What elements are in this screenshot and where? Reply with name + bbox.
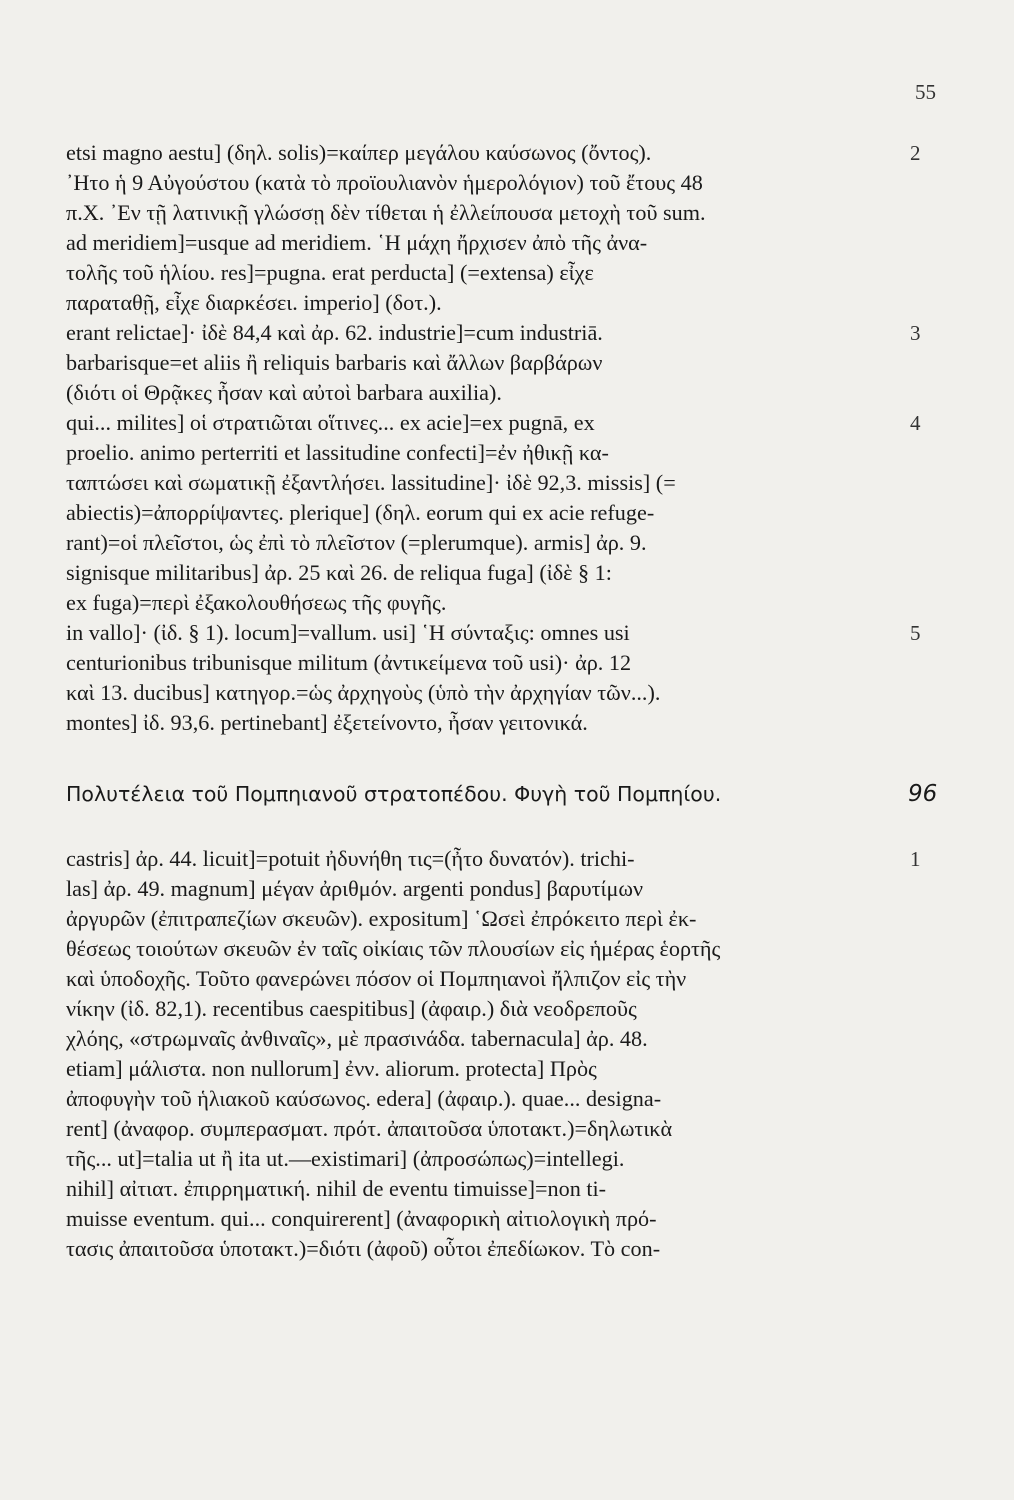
margin-line-number: 3 <box>910 321 921 345</box>
page-number: 55 <box>915 80 936 104</box>
section-heading: Πολυτέλεια τοῦ Πομπηιανοῦ στρατοπέδου. Φυγὴ τοῦ Πομπηίου. 96 <box>66 778 892 810</box>
margin-line-number: 5 <box>910 621 921 645</box>
text-line: νίκην (ἰδ. 82,1). recentibus caespitibus] (ἀφαιρ.) διὰ νεοδρεποῦς <box>66 996 637 1021</box>
text-line: τασις ἀπαιτοῦσα ὑποτακτ.)=διότι (ἀφοῦ) οὗτοι ἐπεδίωκον. Τὸ con- <box>66 1236 661 1261</box>
text-line: παραταθῇ, εἶχε διαρκέσει. imperio] (δοτ.). <box>66 290 442 315</box>
text-line: qui... milites] οἱ στρατιῶται οἵτινες... ex acie]=ex pugnā, ex 4 <box>66 408 892 438</box>
margin-line-number: 4 <box>910 411 921 435</box>
text-line: etsi magno aestu] (δηλ. solis)=καίπερ μεγάλου καύσωνος (ὄντος). 2 <box>66 138 892 168</box>
text-line: (διότι οἱ Θρᾷκες ἦσαν καὶ αὐτοὶ barbara auxilia). <box>66 380 502 405</box>
text-line: signisque militaribus] ἀρ. 25 καὶ 26. de reliqua fuga] (ἰδὲ § 1: <box>66 560 612 585</box>
text-line: καὶ 13. ducibus] κατηγορ.=ὡς ἀρχηγοὺς (ὑπὸ τὴν ἀρχηγίαν τῶν...). <box>66 680 661 705</box>
text-line: χλόης, «στρωμναῖς ἀνθιναῖς», μὲ πρασινάδα. tabernacula] ἀρ. 48. <box>66 1026 648 1051</box>
text-line: erant relictae]· ἰδὲ 84,4 καὶ ἀρ. 62. industrie]=cum industriā. 3 <box>66 318 892 348</box>
text-line: centurionibus tribunisque militum (ἀντικείμενα τοῦ usi)· ἀρ. 12 <box>66 650 632 675</box>
text-line: montes] ἰδ. 93,6. pertinebant] ἐξετείνοντο, ἦσαν γειτονικά. <box>66 710 588 735</box>
text-line: in vallo]· (ἰδ. § 1). locum]=vallum. usi] ῾Η σύνταξις: omnes usi 5 <box>66 618 892 648</box>
commentary-text <box>66 138 938 1264</box>
text-line: καὶ ὑποδοχῆς. Τοῦτο φανερώνει πόσον οἱ Πομπηιανοὶ ἤλπιζον εἰς τὴν <box>66 966 687 991</box>
text-line: ex fuga)=περὶ ἐξακολουθήσεως τῆς φυγῆς. <box>66 590 447 615</box>
text-line: ᾿Ητο ἡ 9 Αὐγούστου (κατὰ τὸ προϊουλιανὸν ἡμερολόγιον) τοῦ ἔτους 48 <box>66 170 703 195</box>
text-line: τολῆς τοῦ ἡλίου. res]=pugna. erat perducta] (=extensa) εἶχε <box>66 260 594 285</box>
text-line: etiam] μάλιστα. non nullorum] ἐνν. aliorum. protecta] Πρὸς <box>66 1056 597 1081</box>
text-line: π.Χ. ᾿Εν τῇ λατινικῇ γλώσσῃ δὲν τίθεται ἡ ἐλλείπουσα μετοχὴ τοῦ sum. <box>66 200 706 225</box>
margin-line-number: 2 <box>910 141 921 165</box>
text-line: θέσεως τοιούτων σκευῶν ἐν ταῖς οἰκίαις τῶν πλουσίων εἰς ἡμέρας ἑορτῆς <box>66 936 721 961</box>
text-line: ad meridiem]=usque ad meridiem. ῾Η μάχη ἤρχισεν ἀπὸ τῆς ἀνα- <box>66 230 648 255</box>
text-line: las] ἀρ. 49. magnum] μέγαν ἀριθμόν. argenti pondus] βαρυτίμων <box>66 876 644 901</box>
text-line: abiectis)=ἀπορρίψαντες. plerique] (δηλ. eorum qui ex acie refuge- <box>66 500 655 525</box>
text-line: rent] (ἀναφορ. συμπερασματ. πρότ. ἀπαιτοῦσα ὑποτακτ.)=δηλωτικὰ <box>66 1116 673 1141</box>
text-line: ἀργυρῶν (ἐπιτραπεζίων σκευῶν). expositum] ῾Ωσεὶ ἐπρόκειτο περὶ ἐκ- <box>66 906 697 931</box>
text-line: ἀποφυγὴν τοῦ ἡλιακοῦ καύσωνος. edera] (ἀφαιρ.). quae... designa- <box>66 1086 662 1111</box>
text-line: barbarisque=et aliis ἢ reliquis barbaris καὶ ἄλλων βαρβάρων <box>66 350 603 375</box>
text-line: muisse eventum. qui... conquirerent] (ἀναφορικὴ αἰτιολογικὴ πρό- <box>66 1206 657 1231</box>
text-line: proelio. animo perterriti et lassitudine confecti]=ἐν ἠθικῇ κα- <box>66 440 609 465</box>
text-line: ταπτώσει καὶ σωματικῇ ἐξαντλήσει. lassitudine]· ἰδὲ 92,3. missis] (= <box>66 470 676 495</box>
text-line: castris] ἀρ. 44. licuit]=potuit ἠδυνήθη τις=(ἦτο δυνατόν). trichi- 1 <box>66 844 892 874</box>
text-line: nihil] αἰτιατ. ἐπιρρηματική. nihil de eventu timuisse]=non ti- <box>66 1176 607 1201</box>
margin-line-number: 1 <box>910 847 921 871</box>
text-line: rant)=οἱ πλεῖστοι, ὡς ἐπὶ τὸ πλεῖστον (=plerumque). armis] ἀρ. 9. <box>66 530 647 555</box>
text-line: τῆς... ut]=talia ut ἢ ita ut.—existimari] (ἀπροσώπως)=intellegi. <box>66 1146 625 1171</box>
section-number: 96 <box>908 781 938 807</box>
